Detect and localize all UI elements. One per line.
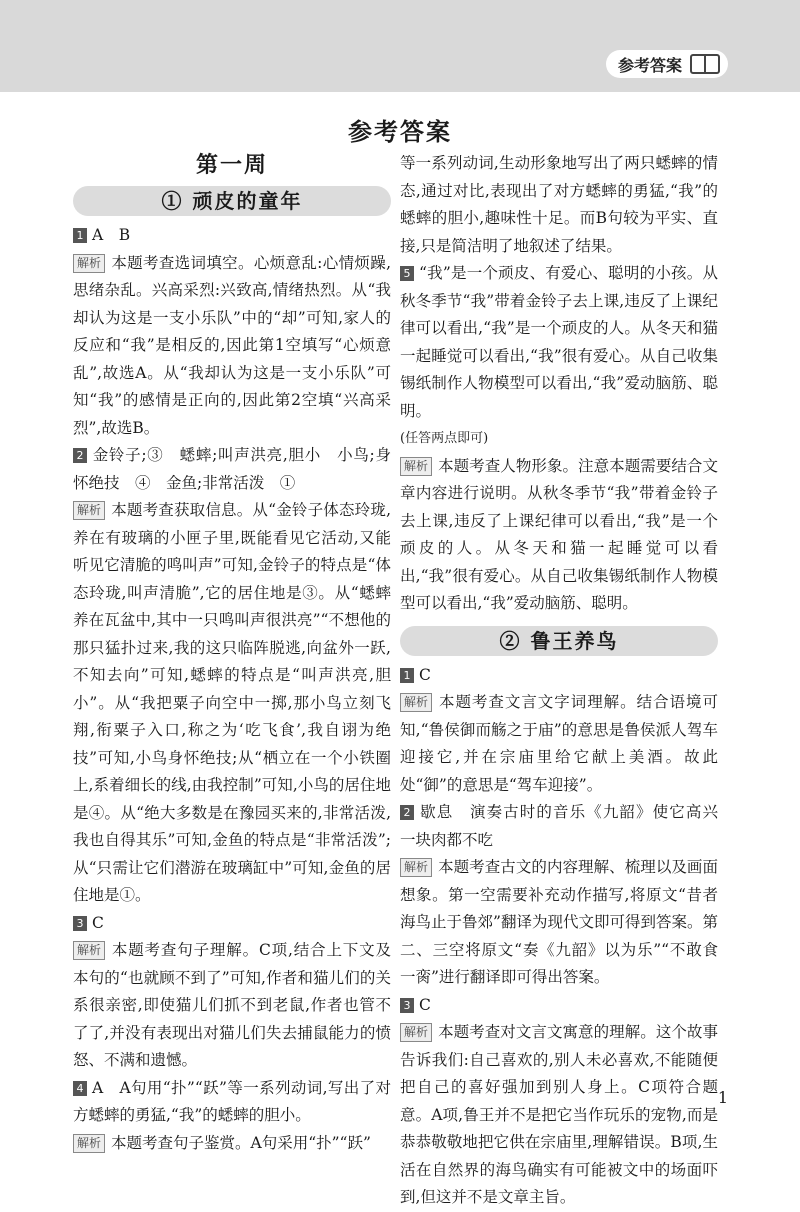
answer-text: 歇息 演奏古时的音乐《九韶》使它高兴 一块肉都不吃	[400, 803, 734, 849]
analysis-badge: 解析	[400, 858, 432, 877]
question-number: 1	[400, 668, 414, 683]
header-band	[0, 0, 800, 92]
analysis-text: 本题考查古文的内容理解、梳理以及画面想象。第一空需要补充动作描写,将原文“昔者海鸟止于鲁郊”翻译为现代文即可得到答案。第二、三空将原文“奏《九韶》以为乐”“不敢食一脔”进行翻译即可得出答案。	[400, 858, 718, 986]
answer-item	[400, 799, 734, 854]
question-number: 2	[73, 448, 87, 463]
answer-text: C	[419, 995, 431, 1014]
analysis-text: 本题考查获取信息。从“金铃子体态玲珑,养在有玻璃的小匣子里,既能看见它活动,又能听见它清脆的鸣叫声”可知,金铃子的特点是“体态玲珑,叫声清脆”,它的居住地是③。从“蟋蟀养在瓦盆中,其中一只鸣叫声很洪亮”“不想他的那只猛扑过来,我的这只临阵脱逃,向盆外一跃,不知去向”可知,蟋蟀的特点是“叫声洪亮,胆小”。从“我把粟子向空中一掷,那小鸟立刻飞翔,衔粟子入口,称之为‘吃飞食’,我自诩为绝技”可知,小鸟身怀绝技;从“栖立在一个小铁圈上,系着细长的线,由我控制”可知,小鸟的居住地是④。从“绝大多数是在豫园买来的,非常活泼,我也自得其乐”可知,金鱼的特点是“非常活泼”;从“只需让它们潜游在玻璃缸中”可知,金鱼的居住地是①。	[73, 501, 391, 904]
analysis-continuation: 等一系列动词,生动形象地写出了两只蟋蟀的情态,通过对比,表现出了对方蟋蟀的勇猛,“我”的蟋蟀的胆小,趣味性十足。而B句较为平实、直接,只是简洁明了地叙述了结果。	[400, 154, 718, 255]
left-column	[73, 150, 391, 1157]
question-number: 1	[73, 228, 87, 243]
right-column	[400, 150, 734, 1212]
page-title: 参考答案	[348, 117, 452, 146]
analysis-item	[73, 1130, 391, 1158]
analysis-text: 本题考查人物形象。注意本题需要结合文章内容进行说明。从秋冬季节“我”带着金铃子去上课,违反了上课纪律可以看出,“我”是一个顽皮的人。从冬天和猫一起睡觉可以看出,“我”很有爱心。从自己收集锡纸制作人物模型可以看出,“我”爱动脑筋、聪明。	[400, 456, 718, 612]
analysis-item	[400, 453, 718, 618]
answer-key-tab-label: 参考答案	[617, 55, 682, 75]
question-number: 3	[400, 998, 414, 1013]
question-number: 3	[73, 916, 87, 931]
answer-item	[73, 442, 391, 497]
answer-item	[400, 662, 718, 690]
analysis-item	[400, 689, 718, 799]
question-number: 4	[73, 1081, 87, 1096]
analysis-badge: 解析	[400, 457, 432, 476]
answer-item	[73, 1075, 391, 1130]
analysis-badge: 解析	[73, 1134, 105, 1153]
answer-text: A B	[92, 226, 131, 244]
analysis-badge: 解析	[400, 693, 432, 712]
answer-note: (任答两点即可)	[400, 431, 489, 446]
lesson-heading-1: ① 顽皮的童年	[73, 186, 391, 216]
week-heading: 第一周	[195, 152, 268, 178]
analysis-badge: 解析	[73, 501, 105, 520]
answer-item	[73, 910, 391, 938]
analysis-item	[73, 250, 391, 443]
analysis-text: 本题考查对文言文寓意的理解。这个故事告诉我们:自己喜欢的,别人未必喜欢,不能随便把自己的喜好强加到别人身上。C项符合题意。A项,鲁王并不是把它当作玩乐的宠物,而是恭恭敬敬地把它供在宗庙里,理解错误。B项,生活在自然界的海鸟确实有可能被文中的场面吓到,但这并不是文章主旨。	[400, 1023, 718, 1206]
book-icon	[690, 54, 720, 74]
answer-text: “我”是一个顽皮、有爱心、聪明的小孩。从秋冬季节“我”带着金铃子去上课,违反了上课纪律可以看出,“我”是一个顽皮的人。从冬天和猫一起睡觉可以看出,“我”很有爱心。从自己收集锡纸制作人物模型可以看出,“我”爱动脑筋、聪明。	[400, 264, 718, 420]
page-number: 1	[717, 1088, 728, 1107]
answer-key-tab	[606, 50, 728, 78]
analysis-text: 本题考查句子鉴赏。A句采用“扑”“跃”	[111, 1133, 371, 1152]
analysis-item	[400, 854, 718, 992]
answer-text: C	[419, 665, 431, 684]
analysis-text: 本题考查句子理解。C项,结合上下文及本句的“也就顾不到了”可知,作者和猫儿们的关系很亲密,即使猫儿们抓不到老鼠,作者也管不了了,并没有表现出对猫儿们失去捕鼠能力的愤怒、不满和遗憾。	[73, 941, 391, 1069]
answer-item	[73, 222, 391, 250]
analysis-item	[73, 937, 391, 1075]
analysis-text: 本题考查文言文字词理解。结合语境可知,“鲁侯御而觞之于庙”的意思是鲁侯派人驾车迎接它,并在宗庙里给它献上美酒。故此处“御”的意思是“驾车迎接”。	[400, 693, 718, 794]
analysis-badge: 解析	[73, 254, 105, 273]
analysis-badge: 解析	[73, 941, 105, 960]
answer-item	[400, 992, 718, 1020]
lesson-heading-2: ② 鲁王养鸟	[400, 626, 718, 656]
answer-text: C	[92, 913, 104, 932]
analysis-item	[73, 497, 391, 910]
analysis-item	[400, 1019, 718, 1212]
question-number: 2	[400, 805, 414, 820]
analysis-text: 本题考查选词填空。心烦意乱:心情烦躁,思绪杂乱。兴高采烈:兴致高,情绪热烈。从“我却认为这是一支小乐队”中的“却”可知,家人的反应和“我”是相反的,因此第1空填写“心烦意乱”,故选A。从“我却认为这是一支小乐队”可知“我”的感情是正向的,因此第2空填“兴高采烈”,故选B。	[73, 253, 391, 437]
answer-text: A A句用“扑”“跃”等一系列动词,写出了对方蟋蟀的勇猛,“我”的蟋蟀的胆小。	[73, 1078, 391, 1124]
question-number: 5	[400, 266, 414, 281]
analysis-badge: 解析	[400, 1023, 432, 1042]
answer-item	[400, 260, 718, 425]
answer-text: 金铃子;③ 蟋蟀;叫声洪亮,胆小 小鸟;身怀绝技 ④ 金鱼;非常活泼 ①	[73, 446, 391, 492]
